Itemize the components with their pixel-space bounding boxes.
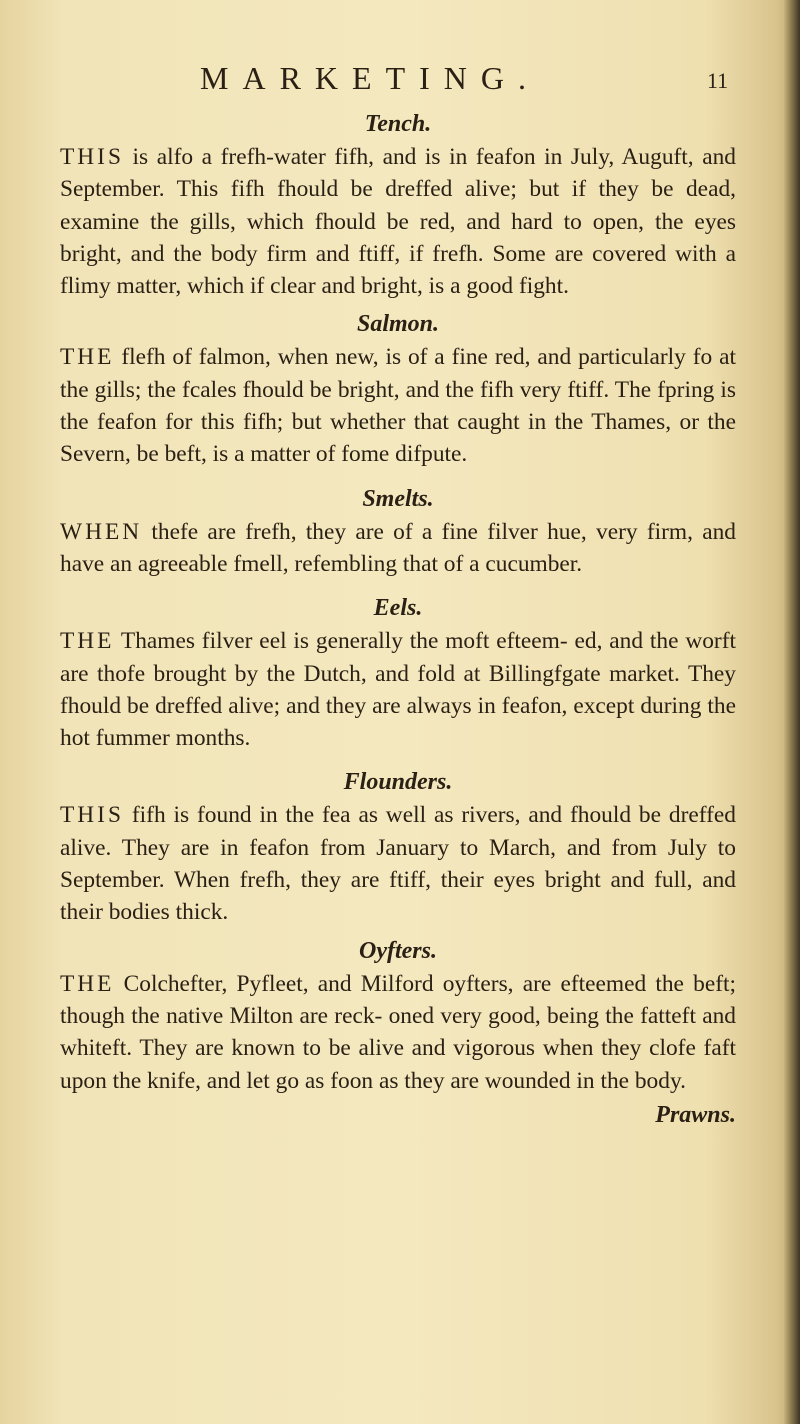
- paragraph-body: Thames filver eel is generally the moft efteem- ed, and the worft are thofe brought by the Dutch, and fold at Billingfgate market. They fhould be dreffed alive; and they are always in feafon, except during the hot fummer months.: [60, 628, 736, 752]
- paragraph-eels: [60, 625, 736, 754]
- catchword: Prawns.: [655, 1101, 736, 1128]
- paragraph-body: thefe are frefh, they are of a fine filver hue, very firm, and have an agreeable fmell, refembling that of a cucumber.: [60, 518, 736, 577]
- paragraph-body: flefh of falmon, when new, is of a fine red, and particularly fo at the gills; the fcales fhould be bright, and the fifh very ftiff. The fpring is the feafon for this fifh; but whether that caught in the Thames, or the Severn, be beft, is a matter of fome difpute.: [60, 344, 736, 468]
- paragraph-lead: THIS: [60, 802, 124, 829]
- section-title-smelts: Smelts.: [362, 485, 434, 512]
- paragraph-lead: THE: [60, 344, 115, 371]
- page-number: 11: [707, 68, 729, 93]
- paragraph-lead: THIS: [60, 144, 124, 170]
- section-title-oysters: Oyfters.: [359, 937, 437, 964]
- section-title-eels: Eels.: [373, 595, 423, 622]
- book-gutter-shadow: [784, 0, 800, 1424]
- page-text: [60, 108, 736, 1132]
- section-title-salmon: Salmon.: [356, 311, 440, 338]
- paragraph-lead: WHEN: [60, 518, 143, 545]
- running-title: MARKETING.: [200, 60, 540, 96]
- paragraph-lead: THE: [60, 628, 115, 655]
- paragraph-smelts: [60, 516, 736, 581]
- paragraph-salmon: [60, 341, 736, 470]
- paragraph-lead: THE: [60, 970, 115, 997]
- paragraph-body: Colchefter, Pyfleet, and Milford oyfters, are efteemed the beft; though the native Milton are reck- oned very good, being the fatteft and whiteft. They are known to be alive and vigorous when they clofe faft upon the knife, and let go as foon as they are wounded in the body.: [60, 970, 736, 1094]
- page-header: [200, 60, 740, 100]
- paragraph-body: fifh is found in the fea as well as rivers, and fhould be dreffed alive. They are in feafon from January to March, and from July to September. When frefh, they are ftiff, their eyes bright and full, and their bodies thick.: [60, 802, 736, 926]
- paragraph-body: is alfo a frefh-water fifh, and is in feafon in July, Auguft, and September. This fifh fhould be dreffed alive; but if they be dead, examine the gills, which fhould be red, and hard to open, the eyes bright, and the body firm and ftiff, if frefh. Some are covered with a flimy matter, which if clear and bright, is a good fight.: [60, 144, 736, 300]
- section-title-flounders: Flounders.: [343, 769, 453, 796]
- paragraph-flounders: [60, 799, 736, 928]
- section-title-tench: Tench.: [364, 111, 432, 137]
- paragraph-tench: [60, 141, 736, 302]
- paragraph-oysters: [60, 968, 736, 1097]
